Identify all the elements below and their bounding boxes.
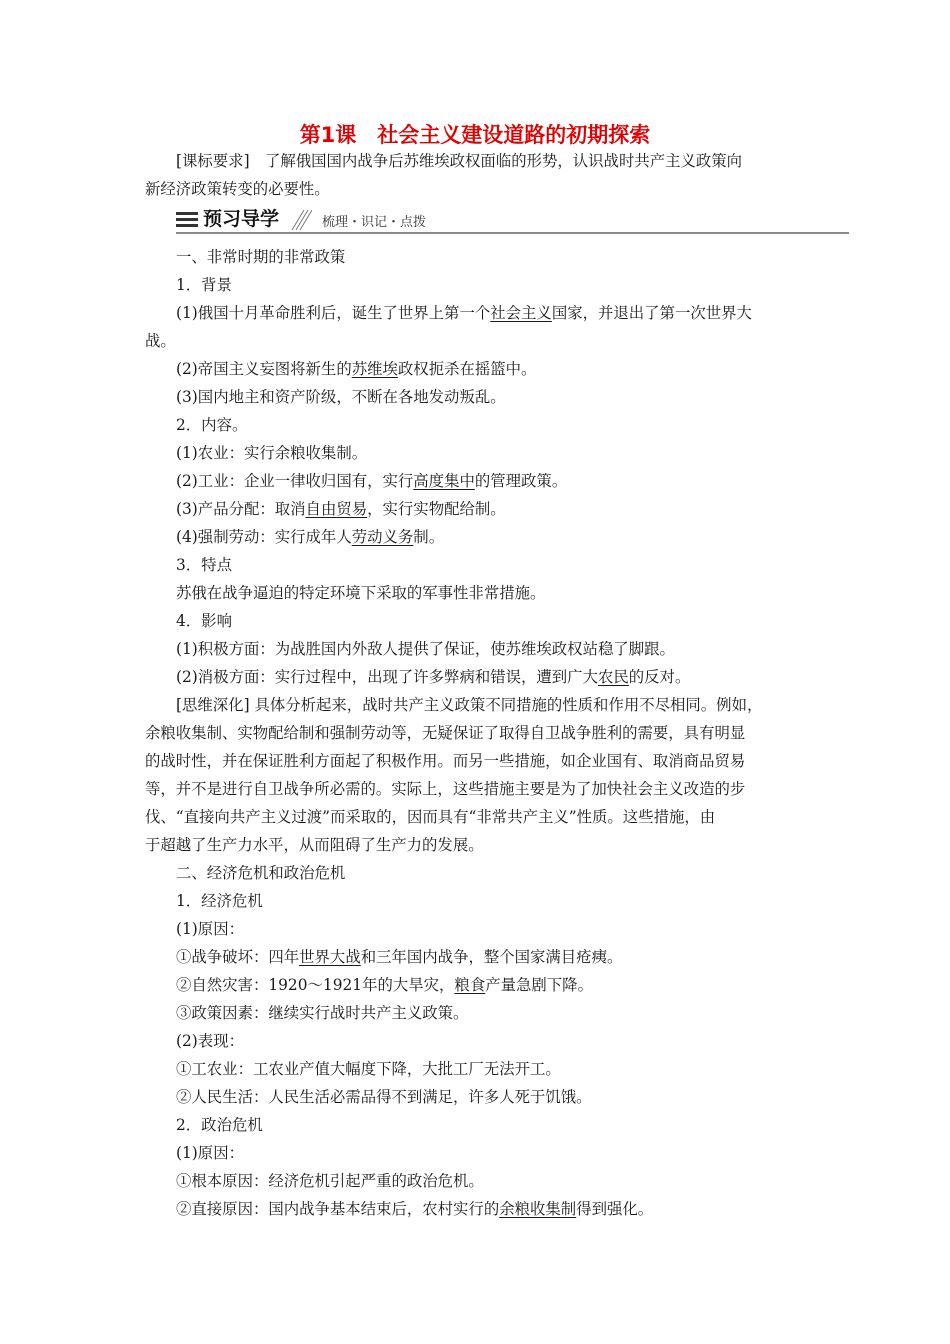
background-heading: 1．背景 — [176, 276, 232, 294]
text-part: ，实行实物配给制。 — [367, 500, 506, 518]
background-item-1-cont: 战。 — [145, 332, 176, 350]
political-cause-1: ①根本原因：经济危机引起严重的政治危机。 — [176, 1172, 484, 1190]
text-part: 产量急剧下降。 — [485, 976, 593, 994]
text-part: 的反对。 — [628, 668, 691, 686]
text-part: ②直接原因：国内战争基本结束后，农村实行的 — [176, 1200, 500, 1218]
section-header-title: 预习导学 — [203, 208, 280, 230]
key-term: 粮食 — [454, 976, 486, 994]
economic-manifest-2: ②人民生活：人民生活必需品得不到满足，许多人死于饥饿。 — [176, 1088, 592, 1106]
key-term: 自由贸易 — [305, 500, 368, 518]
economic-cause-2 — [176, 975, 593, 995]
economic-manifest-label: (2)表现： — [176, 1032, 244, 1050]
background-item-2 — [176, 359, 536, 379]
key-term: 世界大战 — [299, 948, 361, 966]
thinking-line-3: 的战时性，并在保证胜利方面起了积极作用。而另一些措施，如企业国有、取消商品贸易 — [145, 752, 746, 770]
text-part: (2)消极方面：实行过程中，出现了许多弊病和错误，遭到广大 — [176, 668, 598, 686]
economic-cause-1 — [176, 947, 622, 967]
feature-text: 苏俄在战争逼迫的特定环境下采取的军事性非常措施。 — [176, 584, 546, 602]
economic-crisis-heading: 1．经济危机 — [176, 892, 263, 910]
political-crisis-heading: 2．政治危机 — [176, 1116, 263, 1134]
thinking-line-2: 余粮收集制、实物配给制和强制劳动等，无疑保证了取得自卫战争胜利的需要，具有明显 — [145, 724, 746, 742]
text-part: ①战争破坏：四年 — [176, 948, 300, 966]
text-part: ②自然灾害：1920～1921年的大旱灾， — [176, 976, 455, 994]
section-header-subtitle: 梳理・识记・点拨 — [322, 215, 427, 230]
text-part: 得到强化。 — [576, 1200, 654, 1218]
content-item-3 — [176, 499, 506, 519]
text-part: 的管理政策。 — [474, 472, 568, 490]
key-term: 农民 — [597, 668, 629, 686]
text-part: 政权扼杀在摇篮中。 — [397, 360, 537, 378]
content-heading: 2．内容。 — [176, 416, 248, 434]
impact-item-2 — [176, 667, 690, 687]
section-header — [176, 204, 849, 236]
content-item-4 — [176, 527, 444, 547]
key-term: 苏维埃 — [351, 360, 398, 378]
content-item-2 — [176, 471, 567, 491]
economic-manifest-1: ①工农业：工农业产值大幅度下降，大批工厂无法开工。 — [176, 1060, 561, 1078]
thinking-line-4: 等，并不是进行自卫战争所必需的。实际上，这些措施主要是为了加快社会主义改造的步 — [145, 780, 746, 798]
political-cause-2 — [176, 1199, 653, 1219]
text-part: 国家，并退出了第一次世界大 — [551, 304, 752, 322]
text-part: 制。 — [413, 528, 445, 546]
key-term: 余粮收集制 — [499, 1200, 577, 1218]
text-part: 和三年国内战争，整个国家满目疮痍。 — [360, 948, 623, 966]
impact-item-1: (1)积极方面：为战胜国内外敌人提供了保证，使苏维埃政权站稳了脚跟。 — [176, 640, 675, 658]
header-bars-icon — [176, 212, 198, 228]
header-slash-icon — [290, 208, 312, 232]
text-part: (2)帝国主义妄图将新生的 — [176, 360, 352, 378]
political-causes-label: (1)原因： — [176, 1144, 244, 1162]
heading-1: 一、非常时期的非常政策 — [176, 248, 346, 266]
thinking-line-6: 于超越了生产力水平，从而阻碍了生产力的发展。 — [145, 836, 484, 854]
text-part: (2)工业：企业一律收归国有，实行 — [176, 472, 414, 490]
impact-heading: 4．影响 — [176, 612, 232, 630]
lesson-title: 第1课 社会主义建设道路的初期探索 — [299, 123, 651, 147]
background-item-3: (3)国内地主和资产阶级，不断在各地发动叛乱。 — [176, 388, 506, 406]
key-term: 劳动义务 — [351, 528, 414, 546]
text-part: (4)强制劳动：实行成年人 — [176, 528, 352, 546]
background-item-1 — [176, 303, 752, 323]
key-term: 高度集中 — [413, 472, 475, 490]
requirement-line-1: [课标要求] 了解俄国国内战争后苏维埃政权面临的形势，认识战时共产主义政策向 — [176, 152, 743, 170]
thinking-line-1: [思维深化] 具体分析起来，战时共产主义政策不同措施的性质和作用不尽相同。例如， — [176, 696, 763, 714]
economic-cause-3: ③政策因素：继续实行战时共产主义政策。 — [176, 1004, 469, 1022]
section-header-rule — [176, 232, 849, 234]
key-term: 社会主义 — [490, 304, 552, 322]
text-part: (3)产品分配：取消 — [176, 500, 306, 518]
text-part: (1)俄国十月革命胜利后，诞生了世界上第一个 — [176, 304, 491, 322]
content-item-1: (1)农业：实行余粮收集制。 — [176, 444, 368, 462]
feature-heading: 3．特点 — [176, 556, 232, 574]
heading-2: 二、经济危机和政治危机 — [176, 864, 346, 882]
thinking-line-5: 伐、“直接向共产主义过渡”而采取的，因而具有“非常共产主义”性质。这些措施，由 — [145, 808, 716, 826]
requirement-line-2: 新经济政策转变的必要性。 — [145, 180, 330, 198]
economic-causes-label: (1)原因： — [176, 920, 244, 938]
